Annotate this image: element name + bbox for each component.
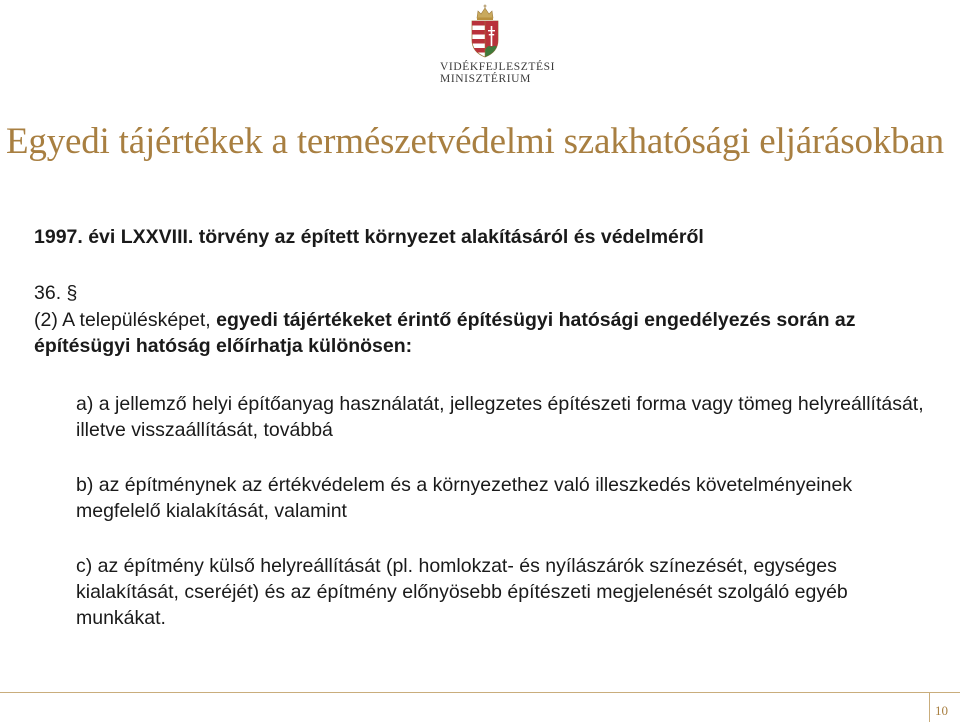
ministry-name-line-1: VIDÉKFEJLESZTÉSI (440, 61, 556, 73)
page-number: 10 (935, 703, 948, 718)
hungarian-coat-of-arms-icon (468, 4, 502, 58)
section-intro (34, 307, 914, 359)
section-number: 36. § (34, 282, 78, 304)
section-intro-prefix: (2) A településképet, (34, 309, 217, 331)
list-item-c: c) az építmény külső helyreállítását (pl. homlokzat- és nyílászárók színezését, egységes kialakítását, cseréjét) és az építmény előnyösebb építészeti megjelenését szolgáló egyéb munkákat. (76, 555, 848, 629)
slide-title: Egyedi tájértékek a természetvédelmi szakhatósági eljárásokban (6, 121, 944, 162)
ministry-logo (440, 4, 556, 94)
footer-rule (0, 692, 960, 693)
ministry-name-line-2: MINISZTÉRIUM (440, 73, 531, 85)
footer-divider (929, 692, 930, 722)
list-item-a: a) a jellemző helyi építőanyag használatát, jellegzetes építészeti forma vagy tömeg helyreállítását, illetve visszaállítását, továbbá (76, 393, 924, 441)
section-intro-bold: egyedi tájértékeket érintő építésügyi hatósági engedélyezés során az építésügyi hatóság előírhatja különösen: (34, 309, 856, 357)
list-item-b: b) az építménynek az értékvédelem és a környezethez való illeszkedés követelményeinek megfelelő kialakítását, valamint (76, 474, 853, 522)
law-reference: 1997. évi LXXVIII. törvény az épített környezet alakításáról és védelméről (34, 226, 704, 248)
